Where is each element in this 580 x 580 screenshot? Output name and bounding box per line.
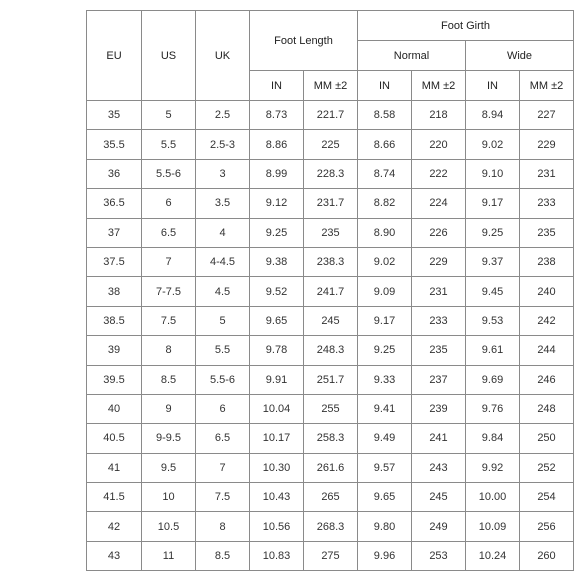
cell-wide-mm: 238 (520, 247, 574, 276)
header-normal-in: IN (358, 71, 412, 101)
cell-length-in: 9.78 (250, 336, 304, 365)
cell-length-mm: 231.7 (304, 189, 358, 218)
cell-eu: 39 (87, 336, 142, 365)
cell-normal-in: 9.80 (358, 512, 412, 541)
table-row (87, 306, 574, 335)
cell-eu: 41.5 (87, 483, 142, 512)
size-chart-table (86, 10, 574, 571)
cell-us: 6 (142, 189, 196, 218)
cell-wide-in: 9.37 (466, 247, 520, 276)
cell-wide-in: 9.25 (466, 218, 520, 247)
cell-length-mm: 248.3 (304, 336, 358, 365)
cell-uk: 3.5 (196, 189, 250, 218)
cell-eu: 35.5 (87, 130, 142, 159)
cell-length-mm: 255 (304, 394, 358, 423)
header-foot-length: Foot Length (250, 11, 358, 71)
cell-us: 7.5 (142, 306, 196, 335)
cell-eu: 36.5 (87, 189, 142, 218)
table-row (87, 424, 574, 453)
header-length-in: IN (250, 71, 304, 101)
table-row (87, 336, 574, 365)
cell-length-in: 8.86 (250, 130, 304, 159)
cell-eu: 36 (87, 159, 142, 188)
cell-wide-mm: 229 (520, 130, 574, 159)
cell-length-mm: 251.7 (304, 365, 358, 394)
header-foot-girth: Foot Girth (358, 11, 574, 41)
cell-normal-mm: 237 (412, 365, 466, 394)
cell-us: 5.5 (142, 130, 196, 159)
cell-uk: 4.5 (196, 277, 250, 306)
cell-eu: 37 (87, 218, 142, 247)
cell-normal-in: 9.17 (358, 306, 412, 335)
cell-normal-mm: 233 (412, 306, 466, 335)
cell-wide-in: 9.76 (466, 394, 520, 423)
cell-wide-in: 10.09 (466, 512, 520, 541)
cell-normal-in: 9.49 (358, 424, 412, 453)
cell-length-mm: 241.7 (304, 277, 358, 306)
cell-us: 9.5 (142, 453, 196, 482)
cell-length-mm: 265 (304, 483, 358, 512)
cell-normal-mm: 235 (412, 336, 466, 365)
cell-normal-in: 8.90 (358, 218, 412, 247)
cell-uk: 7 (196, 453, 250, 482)
cell-normal-mm: 249 (412, 512, 466, 541)
cell-normal-in: 9.33 (358, 365, 412, 394)
cell-wide-mm: 242 (520, 306, 574, 335)
cell-normal-in: 9.65 (358, 483, 412, 512)
cell-wide-mm: 248 (520, 394, 574, 423)
header-wide-mm: MM ±2 (520, 71, 574, 101)
header-wide-in: IN (466, 71, 520, 101)
cell-length-mm: 225 (304, 130, 358, 159)
cell-length-in: 9.65 (250, 306, 304, 335)
cell-eu: 40 (87, 394, 142, 423)
cell-us: 7 (142, 247, 196, 276)
cell-normal-in: 9.25 (358, 336, 412, 365)
cell-uk: 4 (196, 218, 250, 247)
cell-length-mm: 228.3 (304, 159, 358, 188)
cell-wide-mm: 250 (520, 424, 574, 453)
cell-wide-in: 9.45 (466, 277, 520, 306)
cell-us: 9 (142, 394, 196, 423)
cell-wide-mm: 227 (520, 101, 574, 130)
cell-length-in: 10.17 (250, 424, 304, 453)
cell-wide-in: 9.17 (466, 189, 520, 218)
cell-normal-in: 9.57 (358, 453, 412, 482)
cell-wide-mm: 235 (520, 218, 574, 247)
header-us: US (142, 11, 196, 101)
cell-normal-mm: 231 (412, 277, 466, 306)
cell-us: 5 (142, 101, 196, 130)
cell-normal-in: 8.58 (358, 101, 412, 130)
cell-uk: 2.5-3 (196, 130, 250, 159)
cell-wide-in: 9.92 (466, 453, 520, 482)
header-normal-mm: MM ±2 (412, 71, 466, 101)
cell-length-mm: 238.3 (304, 247, 358, 276)
cell-normal-mm: 241 (412, 424, 466, 453)
cell-length-mm: 221.7 (304, 101, 358, 130)
cell-normal-in: 9.09 (358, 277, 412, 306)
cell-length-in: 10.83 (250, 541, 304, 570)
cell-us: 10 (142, 483, 196, 512)
size-rows (87, 101, 574, 571)
cell-us: 8 (142, 336, 196, 365)
cell-eu: 43 (87, 541, 142, 570)
cell-length-in: 8.73 (250, 101, 304, 130)
size-chart (86, 10, 574, 571)
table-row (87, 512, 574, 541)
cell-uk: 4-4.5 (196, 247, 250, 276)
cell-eu: 38.5 (87, 306, 142, 335)
cell-normal-mm: 218 (412, 101, 466, 130)
cell-length-mm: 245 (304, 306, 358, 335)
cell-length-in: 9.38 (250, 247, 304, 276)
cell-us: 7-7.5 (142, 277, 196, 306)
cell-wide-in: 9.61 (466, 336, 520, 365)
cell-wide-mm: 231 (520, 159, 574, 188)
cell-normal-mm: 245 (412, 483, 466, 512)
table-row (87, 541, 574, 570)
cell-normal-mm: 229 (412, 247, 466, 276)
cell-wide-in: 9.10 (466, 159, 520, 188)
header-length-mm: MM ±2 (304, 71, 358, 101)
cell-normal-in: 9.02 (358, 247, 412, 276)
cell-normal-in: 8.74 (358, 159, 412, 188)
table-row (87, 483, 574, 512)
cell-length-in: 9.91 (250, 365, 304, 394)
cell-eu: 39.5 (87, 365, 142, 394)
cell-normal-mm: 224 (412, 189, 466, 218)
table-row (87, 189, 574, 218)
cell-length-in: 10.04 (250, 394, 304, 423)
cell-us: 9-9.5 (142, 424, 196, 453)
cell-normal-in: 8.66 (358, 130, 412, 159)
cell-us: 8.5 (142, 365, 196, 394)
table-row (87, 101, 574, 130)
cell-uk: 8.5 (196, 541, 250, 570)
cell-length-in: 9.12 (250, 189, 304, 218)
cell-wide-in: 10.24 (466, 541, 520, 570)
cell-wide-mm: 244 (520, 336, 574, 365)
cell-normal-mm: 239 (412, 394, 466, 423)
cell-wide-in: 8.94 (466, 101, 520, 130)
cell-wide-in: 10.00 (466, 483, 520, 512)
cell-length-in: 8.99 (250, 159, 304, 188)
cell-wide-in: 9.69 (466, 365, 520, 394)
cell-normal-mm: 243 (412, 453, 466, 482)
cell-normal-mm: 222 (412, 159, 466, 188)
table-row (87, 218, 574, 247)
cell-wide-in: 9.84 (466, 424, 520, 453)
cell-wide-in: 9.53 (466, 306, 520, 335)
cell-uk: 6 (196, 394, 250, 423)
cell-eu: 35 (87, 101, 142, 130)
cell-eu: 42 (87, 512, 142, 541)
table-row (87, 453, 574, 482)
cell-normal-in: 9.41 (358, 394, 412, 423)
cell-eu: 41 (87, 453, 142, 482)
cell-normal-in: 9.96 (358, 541, 412, 570)
cell-eu: 37.5 (87, 247, 142, 276)
cell-uk: 3 (196, 159, 250, 188)
cell-us: 10.5 (142, 512, 196, 541)
cell-length-in: 9.52 (250, 277, 304, 306)
cell-uk: 8 (196, 512, 250, 541)
cell-uk: 5.5-6 (196, 365, 250, 394)
cell-wide-mm: 256 (520, 512, 574, 541)
cell-eu: 38 (87, 277, 142, 306)
table-row (87, 365, 574, 394)
cell-uk: 2.5 (196, 101, 250, 130)
cell-length-mm: 235 (304, 218, 358, 247)
cell-wide-mm: 233 (520, 189, 574, 218)
table-row (87, 247, 574, 276)
table-row (87, 394, 574, 423)
cell-length-mm: 268.3 (304, 512, 358, 541)
cell-eu: 40.5 (87, 424, 142, 453)
cell-uk: 7.5 (196, 483, 250, 512)
cell-wide-mm: 240 (520, 277, 574, 306)
cell-uk: 5 (196, 306, 250, 335)
cell-normal-mm: 220 (412, 130, 466, 159)
cell-wide-mm: 260 (520, 541, 574, 570)
cell-wide-mm: 254 (520, 483, 574, 512)
header-normal: Normal (358, 41, 466, 71)
cell-length-mm: 261.6 (304, 453, 358, 482)
header-uk: UK (196, 11, 250, 101)
table-row (87, 159, 574, 188)
cell-length-mm: 275 (304, 541, 358, 570)
cell-length-in: 10.43 (250, 483, 304, 512)
cell-length-mm: 258.3 (304, 424, 358, 453)
cell-wide-mm: 246 (520, 365, 574, 394)
cell-wide-in: 9.02 (466, 130, 520, 159)
cell-normal-mm: 253 (412, 541, 466, 570)
cell-length-in: 9.25 (250, 218, 304, 247)
table-row (87, 277, 574, 306)
cell-us: 5.5-6 (142, 159, 196, 188)
cell-uk: 5.5 (196, 336, 250, 365)
cell-us: 11 (142, 541, 196, 570)
cell-wide-mm: 252 (520, 453, 574, 482)
cell-length-in: 10.30 (250, 453, 304, 482)
cell-uk: 6.5 (196, 424, 250, 453)
header-eu: EU (87, 11, 142, 101)
table-row (87, 130, 574, 159)
cell-length-in: 10.56 (250, 512, 304, 541)
cell-us: 6.5 (142, 218, 196, 247)
cell-normal-mm: 226 (412, 218, 466, 247)
header-wide: Wide (466, 41, 574, 71)
cell-normal-in: 8.82 (358, 189, 412, 218)
